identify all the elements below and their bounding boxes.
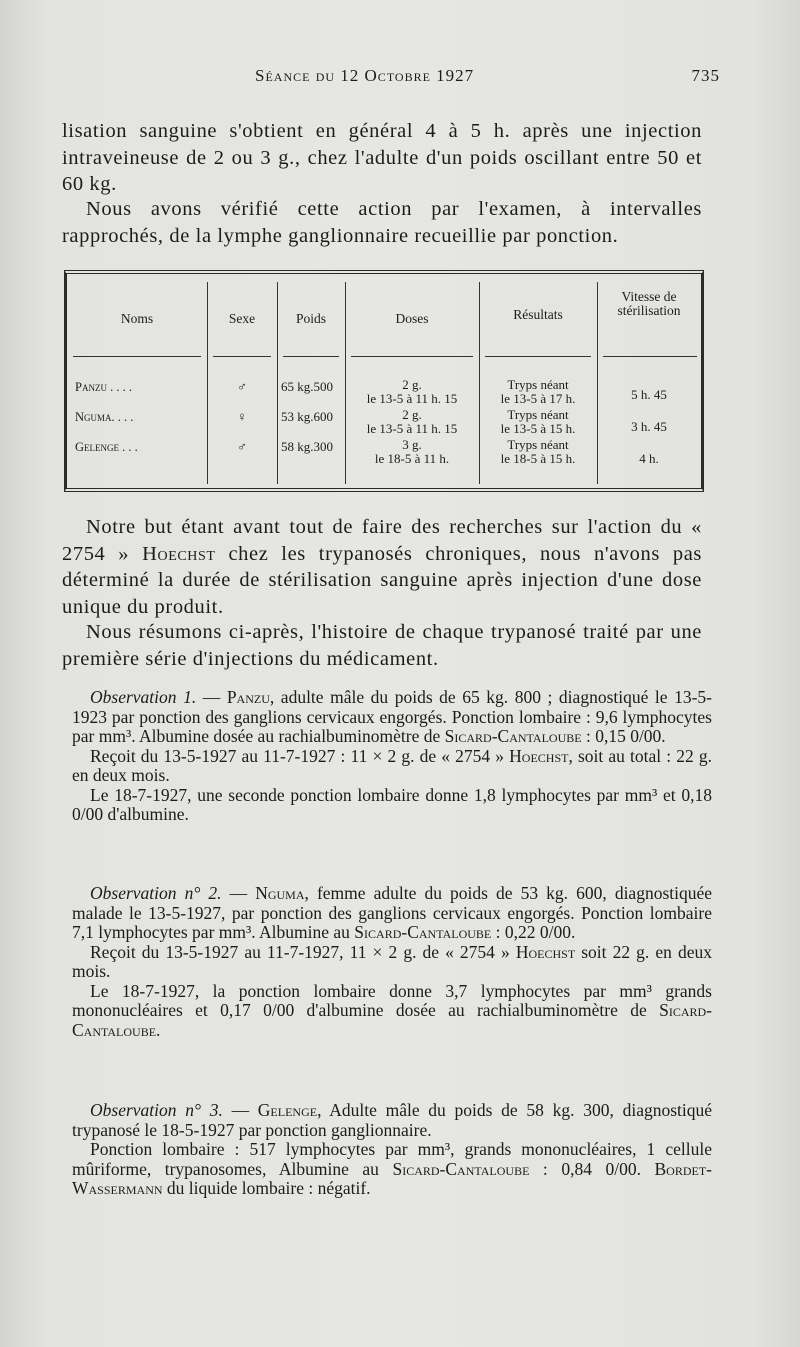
intro-paragraph-1: lisation sanguine s'obtient en général 4 à 5 h. après une injection intraveineuse de 2 ou 3 g., chez l'adulte d'un poids oscillant entre 50 et 60 kg.: [62, 120, 702, 195]
row-2-resultat-date: le 13-5 à 15 h.: [500, 421, 576, 436]
row-3-sexe: ♂: [237, 439, 247, 454]
row-2-poids: 53 kg.600: [281, 409, 333, 424]
row-3-poids: 58 kg.300: [281, 439, 333, 454]
row-2-vitesse: 3 h. 45: [631, 419, 667, 434]
row-2-dose: 2 g.: [402, 407, 422, 422]
obs-3-name: Gelenge: [257, 1100, 318, 1120]
results-table: [64, 270, 704, 492]
row-2-sexe: ♀: [237, 409, 247, 424]
row-1-dose: 2 g.: [402, 377, 422, 392]
row-1-resultat-date: le 13-5 à 17 h.: [500, 391, 576, 406]
observation-1: Observation 1. — Panzu, adulte mâle du poids de 65 kg. 800 ; diagnostiqué le 13-5-1923 par ponction des ganglions cervicaux engorgés. Ponction lombaire : 9,6 lymphocytes par mm³. Albumine dosée au rachialbuminomètre de Sicard-Cantaloube : 0,15 0/00. Reçoit du 13-5-1927 au 11-7-1927 : 11 × 2 g. de « 2754 » Hoechst, soit au total : 22 g. en deux mois. Le 18-7-1927, une seconde ponction lombaire donne 1,8 lymphocytes par mm³ et 0,18 0/00 d'albumine.: [72, 687, 712, 824]
page-number: 735: [691, 66, 720, 85]
obs-3-label: Observation n° 3.: [90, 1100, 223, 1120]
header-sexe: Sexe: [228, 311, 256, 326]
body-paragraph-4: Nous résumons ci-après, l'histoire de chaque trypanosé traité par une première série d'injections du médicament.: [62, 621, 702, 670]
body-paragraph-3: [62, 514, 702, 620]
row-3-vitesse: 4 h.: [639, 451, 659, 466]
row-2-nom: Nguma. . . .: [75, 410, 134, 424]
header-title: Séance du 12 Octobre 1927: [255, 66, 475, 85]
row-3-resultat-date: le 18-5 à 15 h.: [500, 451, 576, 466]
row-1-sexe: ♂: [237, 379, 247, 394]
row-1-vitesse: 5 h. 45: [631, 387, 667, 402]
header-vitesse: Vitesse de stérilisation: [617, 289, 681, 318]
obs-1-name: Panzu: [226, 687, 270, 707]
row-2-dose-dates: le 13-5 à 11 h. 15: [366, 421, 458, 436]
row-3-dose: 3 g.: [402, 437, 422, 452]
intro-paragraph-2: Nous avons vérifié cette action par l'examen, à intervalles rapprochés, de la lymphe ganglionnaire recueillie par ponction.: [62, 198, 702, 247]
row-1-nom: Panzu . . . .: [75, 380, 132, 394]
obs-2-label: Observation n° 2.: [90, 883, 222, 903]
row-3-dose-dates: le 18-5 à 11 h.: [374, 451, 450, 466]
p3-end: chez les trypanosés chroniques, nous n'avons pas déterminé la durée de stérilisation sanguine après injection d'une dose unique du produit.: [62, 542, 702, 618]
header-poids: Poids: [295, 311, 326, 326]
row-1-poids: 65 kg.500: [281, 379, 333, 394]
row-1-resultat: Tryps néant: [507, 377, 569, 392]
header-resultats: Résultats: [513, 307, 563, 322]
p3-start: Notre but étant avant tout de faire des recherches sur l'action du « 2754 »: [62, 516, 702, 565]
row-3-nom: Gelenge . . .: [75, 440, 138, 454]
observation-2: Observation n° 2. — Nguma, femme adulte du poids de 53 kg. 600, diagnostiquée malade le 13-5-1927, par ponction des ganglions cervicaux engorgés. Ponction lombaire 7,1 lymphocytes par mm³. Albumine au Sicard-Cantaloube : 0,22 0/00. Reçoit du 13-5-1927 au 11-7-1927, 11 × 2 g. de « 2754 » Hoechst soit 22 g. en deux mois. Le 18-7-1927, la ponction lombaire donne 3,7 lymphocytes par mm³ grands mononucléaires et 0,17 0/00 d'albumine dosée au rachialbuminomètre de Sicard-Cantaloube.: [72, 883, 713, 1040]
header-noms: Noms: [120, 311, 154, 326]
p3-hoechst: Hoechst: [142, 542, 216, 565]
row-2-resultat: Tryps néant: [507, 407, 569, 422]
obs-2-name: Nguma: [255, 883, 305, 903]
observation-3: Observation n° 3. — Gelenge, Adulte mâle du poids de 58 kg. 300, diagnostiqué trypanosé le 18-5-1927 par ponction ganglionnaire. Ponction lombaire : 517 lymphocytes par mm³, grands mononucléaires, 1 cellule mûriforme, trypanosomes, Albumine au Sicard-Cantaloube : 0,84 0/00. Bordet-Wassermann du liquide lombaire : négatif.: [72, 1100, 713, 1198]
obs-1-label: Observation 1.: [90, 687, 197, 707]
header-doses: Doses: [395, 311, 429, 326]
row-3-resultat: Tryps néant: [507, 437, 569, 452]
row-1-dose-dates: le 13-5 à 11 h. 15: [366, 391, 458, 406]
